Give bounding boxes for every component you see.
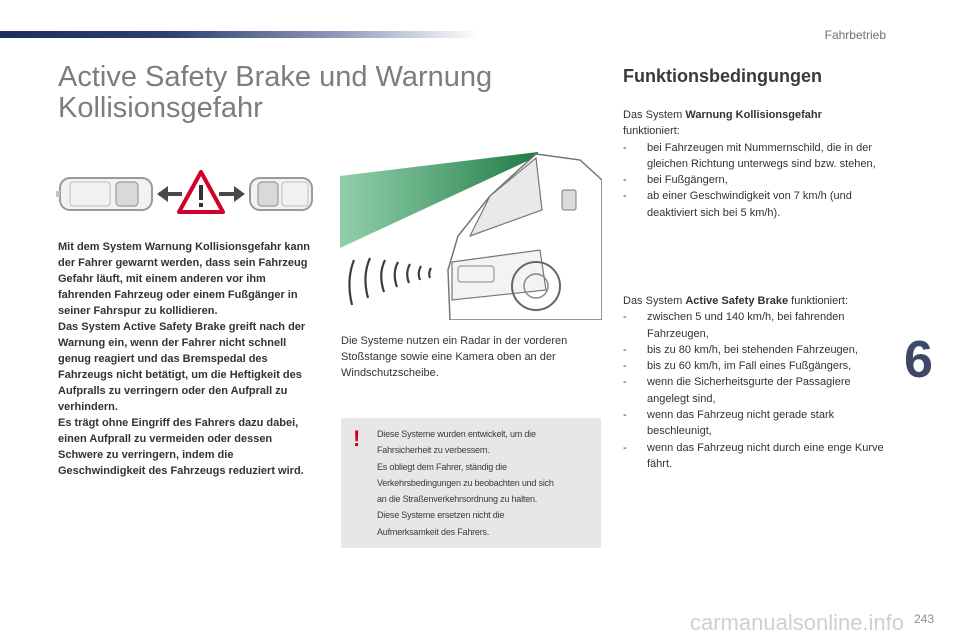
title-line-1: Active Safety Brake und Warnung — [58, 61, 493, 93]
lead-prefix: Das System — [623, 109, 686, 121]
warning-line: Fahrsicherheit zu verbessern. — [377, 445, 490, 456]
dash-bullet: - — [623, 141, 627, 154]
exclamation-icon: ! — [353, 426, 361, 451]
list-item — [623, 172, 893, 188]
lead-system-name: Active Safety Brake — [685, 295, 789, 307]
dash-bullet: - — [623, 441, 627, 454]
block-lead — [623, 293, 893, 309]
collision-diagram — [56, 168, 316, 220]
list-item-text: wenn die Sicherheitsgurte der Passagiere angelegt sind, — [647, 376, 851, 405]
radar-description: Die Systeme nutzen ein Radar in der vorderen Stoßstange sowie eine Kamera oben an der Windschutzscheibe. — [341, 335, 568, 379]
dash-bullet: - — [623, 360, 627, 373]
rear-van-icon — [56, 178, 152, 210]
list-item — [623, 342, 893, 358]
warning-line: Aufmerksamkeit des Fahrers. — [377, 526, 490, 537]
conditions-heading: Funktionsbedingungen — [623, 66, 822, 86]
list-item — [623, 374, 893, 407]
chapter-number: 6 — [904, 331, 933, 389]
lead-suffix: funktioniert: — [788, 295, 849, 307]
list-item — [623, 440, 893, 473]
list-item — [623, 188, 893, 221]
lead-system-name: Warnung Kollisionsgefahr — [685, 109, 822, 121]
list-item-text: wenn das Fahrzeug nicht gerade stark beschleunigt, — [647, 409, 835, 438]
warning-line: Es obliegt dem Fahrer, ständig die — [377, 461, 507, 472]
watermark: carmanualsonline.info — [690, 610, 905, 635]
section-label: Fahrbetrieb — [824, 28, 886, 42]
warning-line: Diese Systeme wurden entwickelt, um die — [377, 429, 536, 439]
dash-bullet: - — [623, 174, 627, 187]
list-item-text: bis zu 80 km/h, bei stehenden Fahrzeugen, — [647, 343, 858, 356]
warning-text — [377, 426, 599, 540]
warning-box — [341, 418, 601, 548]
vehicle-sensor-illustration — [340, 150, 602, 320]
intro-text — [58, 239, 320, 479]
block-lead — [623, 107, 893, 140]
list-item-text: bei Fußgängern, — [647, 174, 728, 187]
list-item — [623, 407, 893, 440]
lead-prefix: Das System — [623, 295, 686, 307]
dash-bullet: - — [623, 343, 627, 356]
title-line-2: Kollisionsgefahr — [58, 92, 263, 124]
warning-line: Verkehrsbedingungen zu beobachten und sich — [377, 477, 554, 488]
page-number: 243 — [914, 612, 935, 626]
intro-paragraph-3: Es trägt ohne Eingriff des Fahrers dazu dabei, einen Aufprall zu vermeiden oder dessen Schwere zu verringern, indem die Geschwindigkeit des Fahrzeugs reduziert wird. — [58, 417, 304, 477]
lead-suffix: funktioniert: — [623, 125, 680, 138]
dash-bullet: - — [623, 409, 627, 422]
list-item-text: wenn das Fahrzeug nicht durch eine enge Kurve fährt. — [647, 441, 884, 470]
list-item-text: ab einer Geschwindigkeit von 7 km/h (und deaktiviert sich bei 5 km/h). — [647, 190, 852, 219]
warning-triangle-icon — [179, 172, 223, 212]
safety-brake-conditions — [623, 293, 893, 472]
intro-paragraph-2: Das System Active Safety Brake greift nach der Warnung ein, wenn der Fahrer nicht schnell genug reagiert und das Bremspedal des Fahrzeugs nicht betätigt, um die Heftigkeit des Aufpralls zu verringern oder den Aufprall zu verhindern. — [58, 321, 306, 413]
collision-warning-conditions — [623, 107, 893, 221]
dash-bullet: - — [623, 376, 627, 389]
dash-bullet: - — [623, 190, 627, 203]
radar-waves-icon — [349, 258, 431, 305]
list-item — [623, 140, 893, 173]
list-item-text: bis zu 60 km/h, im Fall eines Fußgängers, — [647, 360, 852, 373]
warning-line: Diese Systeme ersetzen nicht die — [377, 510, 505, 521]
page-title — [58, 62, 518, 124]
intro-paragraph-1: Mit dem System Warnung Kollisionsgefahr kann der Fahrer gewarnt werden, dass sein Fahrzeug Gefahr läuft, mit einem anderen vor ihm fahrenden Fahrzeug oder einem Fußgänger in seiner Fahrspur zu kollidieren. — [58, 241, 311, 317]
list-item — [623, 309, 893, 342]
list-item-text: zwischen 5 und 140 km/h, bei fahrenden Fahrzeugen, — [647, 311, 845, 340]
front-van-icon — [250, 178, 312, 210]
warning-line: an die Straßenverkehrsordnung zu halten. — [377, 494, 538, 505]
header-color-bar — [0, 31, 480, 38]
list-item-text: bei Fahrzeugen mit Nummernschild, die in der gleichen Richtung unterwegs sind bzw. stehen, — [647, 141, 876, 170]
dash-bullet: - — [623, 311, 627, 324]
list-item — [623, 358, 893, 374]
